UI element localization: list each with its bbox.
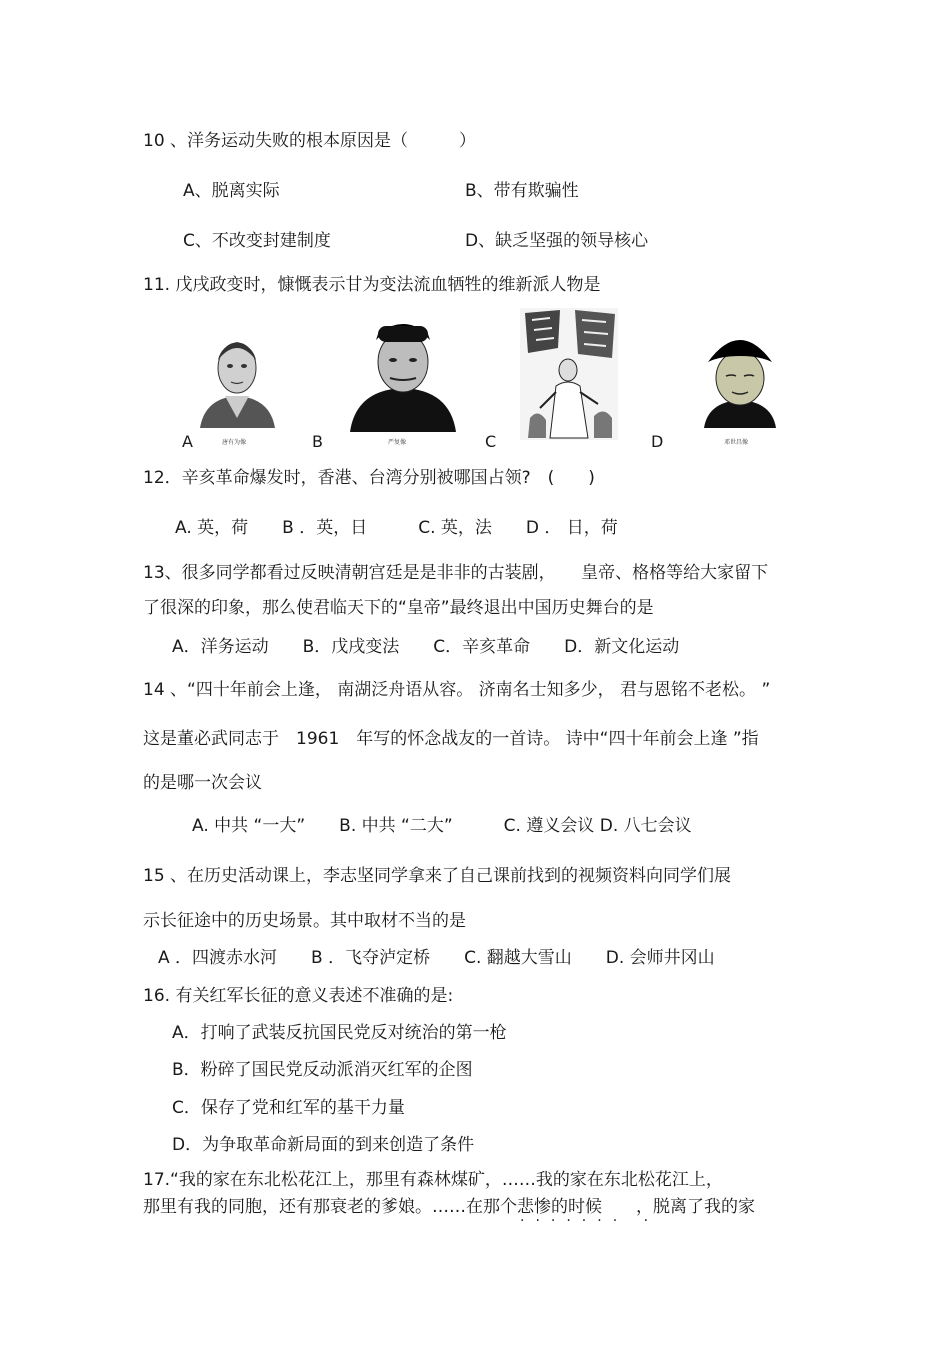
portrait-d-image: [700, 328, 780, 428]
portrait-d-label: D: [651, 432, 664, 451]
q15-stem-line1: 15 、在历史活动课上，李志坚同学拿来了自己课前找到的视频资料向同学们展: [143, 866, 732, 886]
q17-stem-line1: 17.“我的家在东北松花江上，那里有森林煤矿，……我的家在东北松花江上，: [143, 1170, 723, 1190]
q12-options: A. 英，荷 B ．英，日 C. 英，法 D ． 日，荷: [175, 518, 618, 538]
q10-option-a: A、脱离实际: [183, 181, 280, 201]
q16-stem: 16. 有关红军长征的意义表述不准确的是:: [143, 986, 454, 1006]
q16-option-c: C．保存了党和红军的基干力量: [172, 1098, 405, 1118]
q13-options: A．洋务运动 B．戊戌变法 C．辛亥革命 D．新文化运动: [172, 637, 680, 657]
portrait-a-caption: 唐有为像: [222, 439, 247, 446]
q12-stem: 12．辛亥革命爆发时，香港、台湾分别被哪国占领? ( ): [143, 468, 595, 488]
q16-option-b: B．粉碎了国民党反动派消灭红军的企图: [172, 1060, 473, 1080]
q10-stem: 10 、洋务运动失败的根本原因是（ ）: [143, 131, 477, 151]
portrait-a-image: [195, 328, 280, 428]
portrait-b-caption: 严复像: [388, 439, 407, 446]
q13-stem-line1: 13、很多同学都看过反映清朝宫廷是是非非的古装剧， 皇帝、格格等给大家留下: [143, 563, 769, 583]
portrait-a-label: A: [182, 432, 193, 451]
illustration-c-label: C: [485, 432, 497, 451]
q10-option-d: D、缺乏坚强的领导核心: [465, 231, 649, 251]
q10-option-b: B、带有欺骗性: [465, 181, 579, 201]
q14-stem-line1: 14 、“四十年前会上逢， 南湖泛舟语从容。 济南名士知多少， 君与恩铭不老松。 ”: [143, 680, 771, 700]
portrait-d-caption: 邓世昌像: [724, 439, 749, 446]
q17-stem-line2: 那里有我的同胞，还有那衰老的爹娘。……在那个悲惨的时候 ，脱离了我的家: [143, 1197, 755, 1217]
q10-option-c: C、不改变封建制度: [183, 231, 331, 251]
q14-stem-line2: 这是董必武同志于 1961 年写的怀念战友的一首诗。 诗中“四十年前会上逢 ”指: [143, 729, 759, 749]
q16-option-a: A．打响了武装反抗国民党反对统治的第一枪: [172, 1023, 507, 1043]
q15-stem-line2: 示长征途中的历史场景。其中取材不当的是: [143, 911, 466, 931]
q14-options: A. 中共 “一大” B. 中共 “二大” C. 遵义会议 D. 八七会议: [192, 816, 692, 836]
q16-option-d: D．为争取革命新局面的到来创造了条件: [172, 1135, 475, 1155]
emphasis-dots: ······· ·: [520, 1213, 660, 1229]
portrait-b-label: B: [312, 432, 323, 451]
q11-stem: 11. 戊戌政变时，慷慨表示甘为变法流血牺牲的维新派人物是: [143, 275, 601, 295]
portrait-b-image: [348, 312, 458, 432]
q13-stem-line2: 了很深的印象，那么使君临天下的“皇帝”最终退出中国历史舞台的是: [143, 598, 654, 618]
illustration-c-image: [520, 308, 618, 440]
q14-stem-line3: 的是哪一次会议: [143, 773, 262, 793]
q15-options: A ．四渡赤水河 B ．飞夺泸定桥 C. 翻越大雪山 D. 会师井冈山: [158, 948, 715, 968]
